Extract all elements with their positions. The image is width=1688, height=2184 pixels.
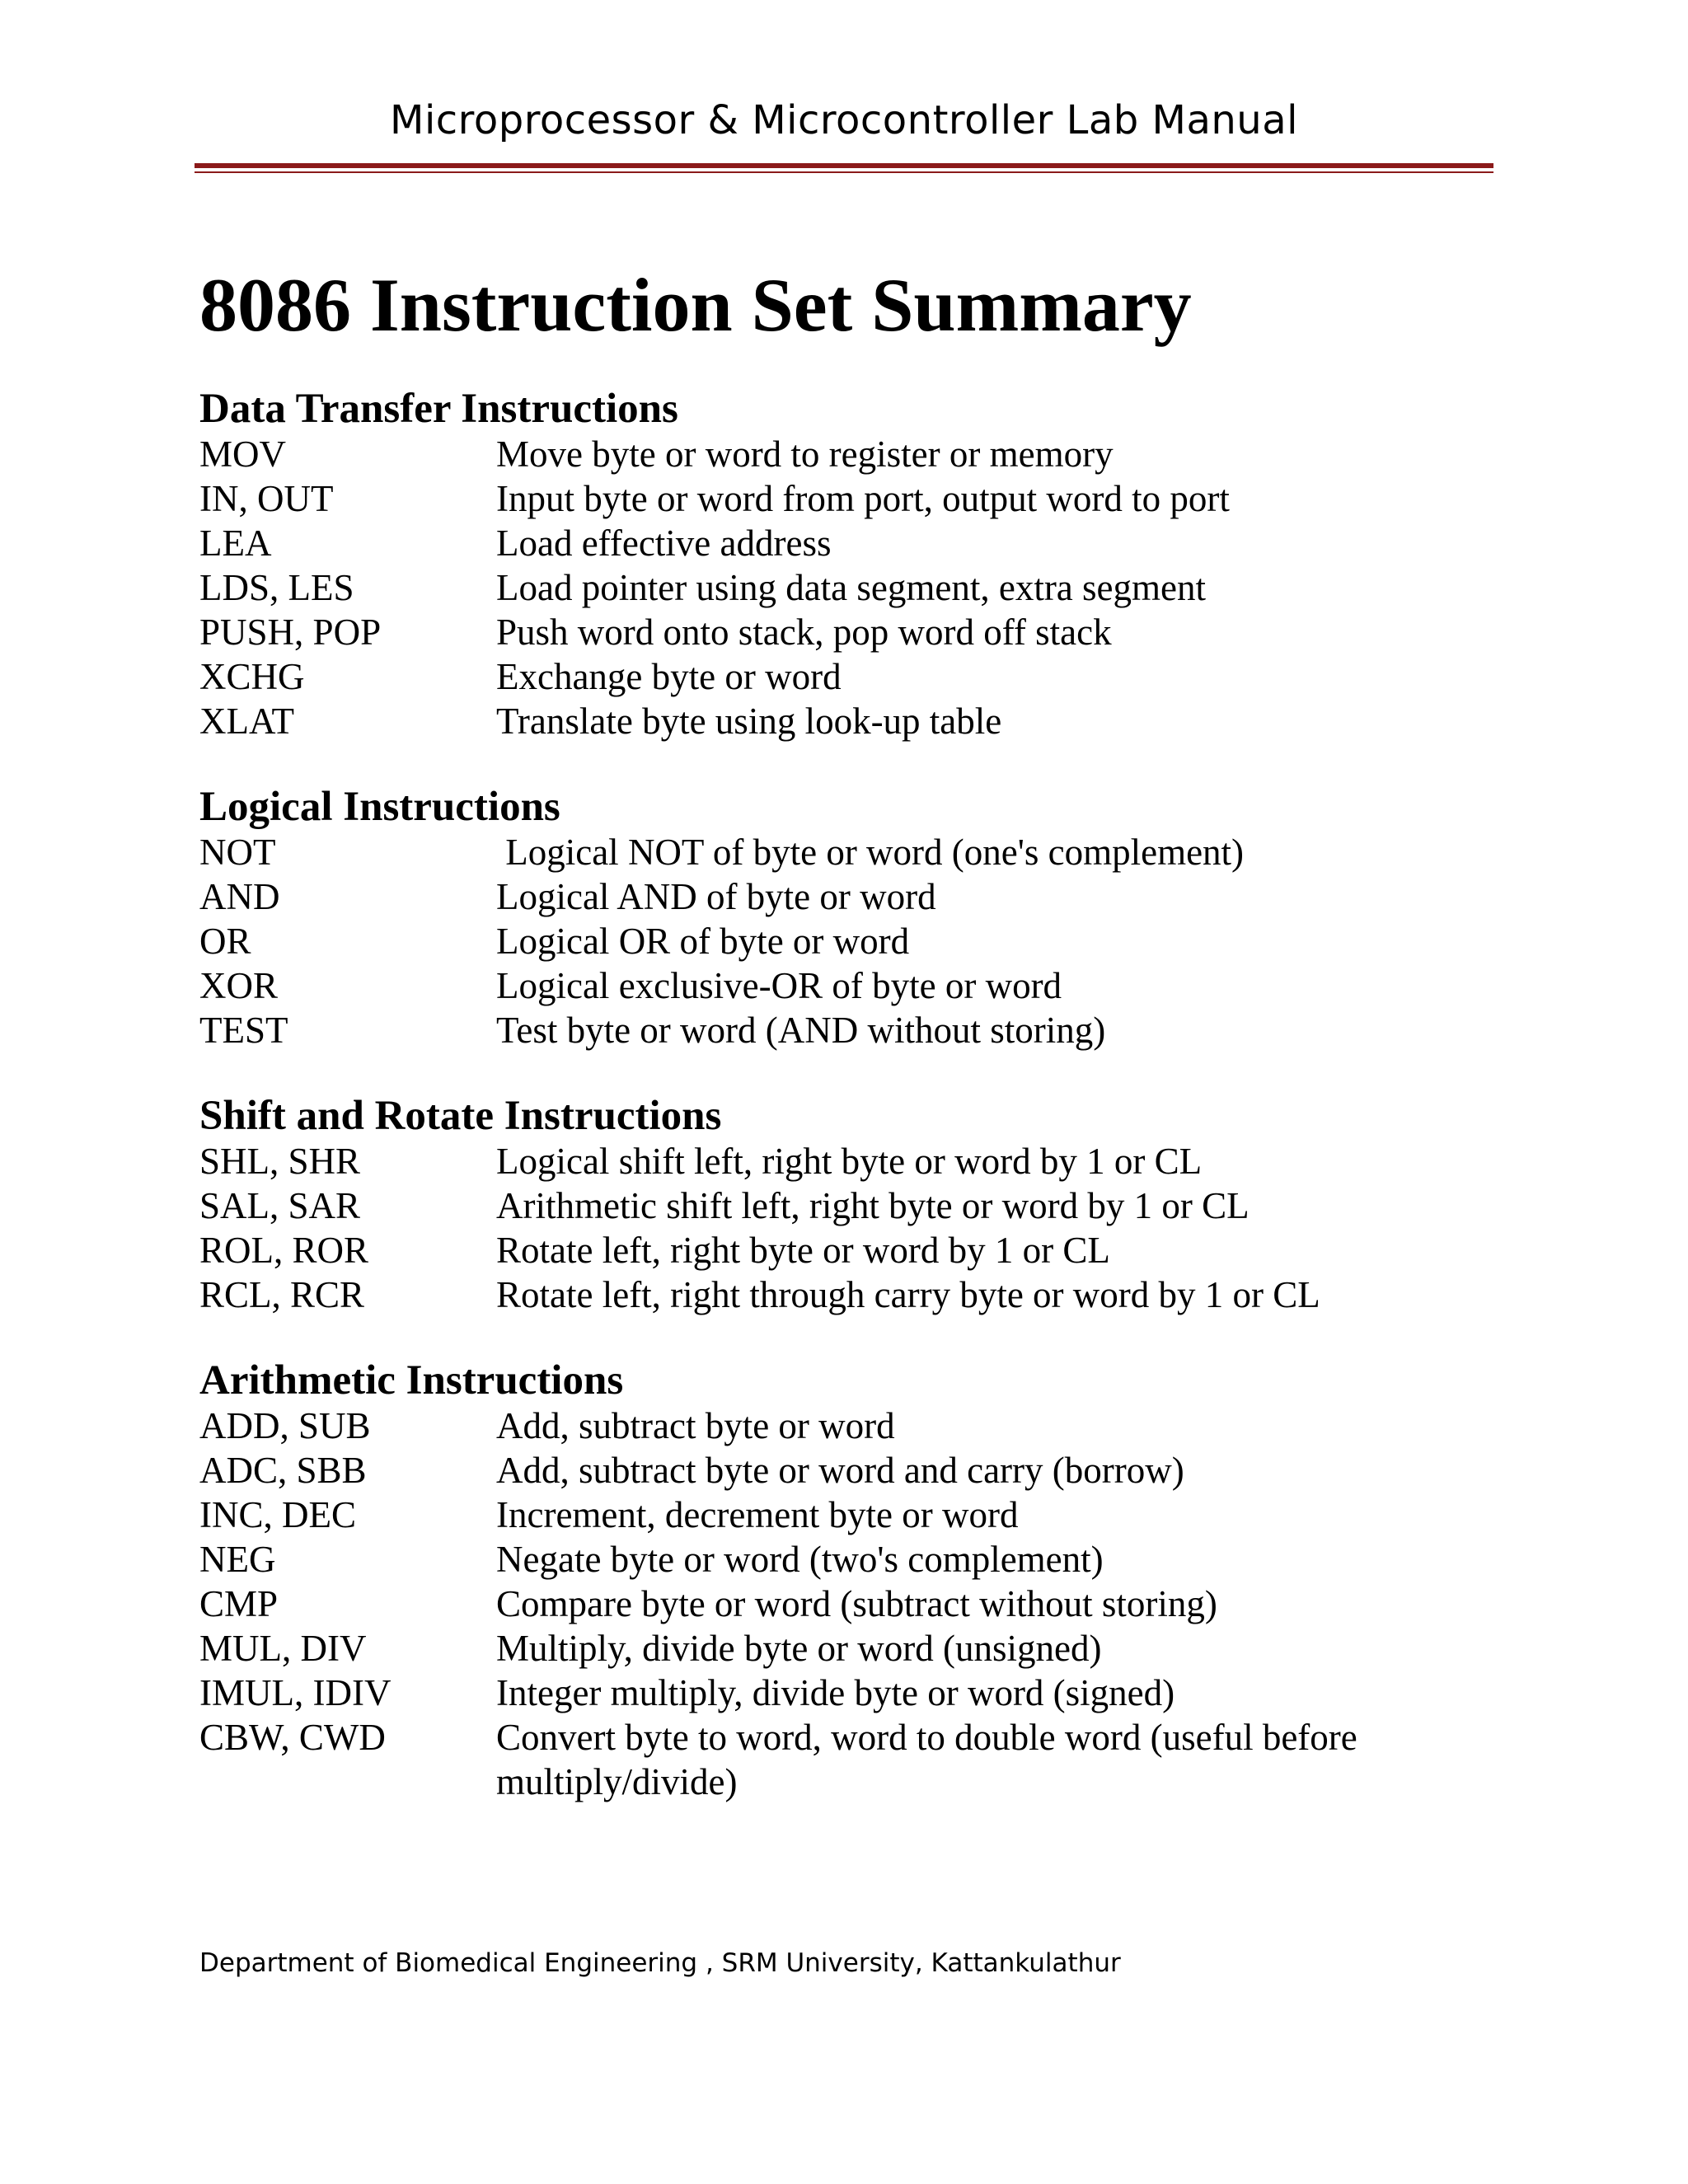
instruction-mnemonic: IN, OUT — [199, 478, 334, 520]
instruction-mnemonic: ROL, ROR — [199, 1230, 369, 1272]
instruction-description: Increment, decrement byte or word — [496, 1494, 1019, 1536]
instruction-row — [199, 476, 1485, 521]
instruction-description: Test byte or word (AND without storing) — [496, 1010, 1106, 1052]
instruction-mnemonic: NEG — [199, 1539, 276, 1581]
instruction-sections — [199, 388, 1485, 1804]
instruction-row — [199, 1537, 1485, 1582]
instruction-row — [199, 1671, 1485, 1715]
instruction-mnemonic: OR — [199, 921, 251, 963]
page-title: 8086 Instruction Set Summary — [199, 263, 1192, 347]
instruction-mnemonic: AND — [199, 876, 280, 918]
instruction-section — [199, 1095, 1485, 1317]
instruction-row — [199, 1008, 1485, 1052]
instruction-row — [199, 432, 1485, 476]
header-rule-thin — [195, 171, 1493, 173]
instruction-row — [199, 1582, 1485, 1626]
instruction-description: Logical NOT of byte or word (one's complement) — [496, 832, 1245, 874]
instruction-section — [199, 388, 1485, 743]
page-content — [199, 264, 1485, 1847]
header-rule-thick — [195, 163, 1493, 168]
instruction-row — [199, 654, 1485, 699]
instruction-description: Rotate left, right through carry byte or word by 1 or CL — [496, 1274, 1320, 1316]
page-footer: Department of Biomedical Engineering , SRM University, Kattankulathur — [199, 1948, 1121, 1978]
instruction-description: Translate byte using look-up table — [496, 701, 1002, 743]
instruction-mnemonic: LDS, LES — [199, 567, 354, 609]
instruction-row — [199, 610, 1485, 654]
instruction-row — [199, 1139, 1485, 1183]
instruction-description: Load effective address — [496, 523, 832, 565]
instruction-section — [199, 1357, 1485, 1804]
instruction-row — [199, 1626, 1485, 1671]
instruction-description: Move byte or word to register or memory — [496, 434, 1114, 476]
instruction-row — [199, 1183, 1485, 1228]
instruction-row — [199, 830, 1485, 874]
instruction-mnemonic: XOR — [199, 965, 279, 1007]
instruction-mnemonic: PUSH, POP — [199, 612, 382, 654]
instruction-mnemonic: SAL, SAR — [199, 1185, 361, 1227]
instruction-description: Rotate left, right byte or word by 1 or CL — [496, 1230, 1110, 1272]
instruction-row — [199, 1404, 1485, 1448]
instruction-description: Add, subtract byte or word — [496, 1405, 895, 1447]
instruction-mnemonic: CMP — [199, 1583, 279, 1625]
instruction-mnemonic: NOT — [199, 832, 276, 874]
instruction-description: Load pointer using data segment, extra segment — [496, 567, 1206, 609]
instruction-description: Add, subtract byte or word and carry (borrow) — [496, 1450, 1184, 1492]
running-header: Microprocessor & Microcontroller Lab Manual — [390, 97, 1298, 143]
instruction-mnemonic: ADC, SBB — [199, 1450, 367, 1492]
instruction-row — [199, 1448, 1485, 1493]
instruction-description: Input byte or word from port, output word to port — [496, 478, 1230, 520]
instruction-description: Negate byte or word (two's complement) — [496, 1539, 1104, 1581]
instruction-row — [199, 565, 1485, 610]
instruction-mnemonic: RCL, RCR — [199, 1274, 365, 1316]
instruction-row — [199, 699, 1485, 743]
instruction-description: Logical exclusive-OR of byte or word — [496, 965, 1062, 1007]
instruction-description: Push word onto stack, pop word off stack — [496, 612, 1112, 654]
instruction-row — [199, 874, 1485, 919]
instruction-mnemonic: XLAT — [199, 701, 294, 743]
instruction-description: Arithmetic shift left, right byte or word by 1 or CL — [496, 1185, 1250, 1227]
instruction-description: Logical OR of byte or word — [496, 921, 910, 963]
instruction-mnemonic: TEST — [199, 1010, 288, 1052]
instruction-mnemonic: LEA — [199, 523, 272, 565]
instruction-mnemonic: MUL, DIV — [199, 1628, 367, 1670]
instruction-description: Compare byte or word (subtract without storing) — [496, 1583, 1217, 1625]
section-heading: Data Transfer Instructions — [199, 386, 678, 433]
instruction-row — [199, 963, 1485, 1008]
instruction-row — [199, 1493, 1485, 1537]
instruction-mnemonic: IMUL, IDIV — [199, 1672, 392, 1714]
instruction-row — [199, 919, 1485, 963]
instruction-mnemonic: XCHG — [199, 656, 305, 698]
instruction-mnemonic: INC, DEC — [199, 1494, 356, 1536]
section-heading: Logical Instructions — [199, 784, 560, 831]
instruction-description: Logical AND of byte or word — [496, 876, 936, 918]
instruction-row — [199, 1272, 1485, 1317]
instruction-description: Logical shift left, right byte or word by 1 or CL — [496, 1141, 1203, 1183]
instruction-description: Integer multiply, divide byte or word (signed) — [496, 1672, 1175, 1714]
instruction-row — [199, 1715, 1485, 1804]
section-heading: Shift and Rotate Instructions — [199, 1093, 722, 1140]
instruction-description: Exchange byte or word — [496, 656, 842, 698]
instruction-row — [199, 521, 1485, 565]
instruction-description: Convert byte to word, word to double word (useful before multiply/divide) — [496, 1717, 1367, 1803]
instruction-mnemonic: SHL, SHR — [199, 1141, 361, 1183]
instruction-description: Multiply, divide byte or word (unsigned) — [496, 1628, 1102, 1670]
instruction-section — [199, 786, 1485, 1052]
section-heading: Arithmetic Instructions — [199, 1357, 624, 1404]
instruction-mnemonic: CBW, CWD — [199, 1717, 386, 1759]
instruction-row — [199, 1228, 1485, 1272]
instruction-mnemonic: MOV — [199, 434, 287, 476]
instruction-mnemonic: ADD, SUB — [199, 1405, 371, 1447]
